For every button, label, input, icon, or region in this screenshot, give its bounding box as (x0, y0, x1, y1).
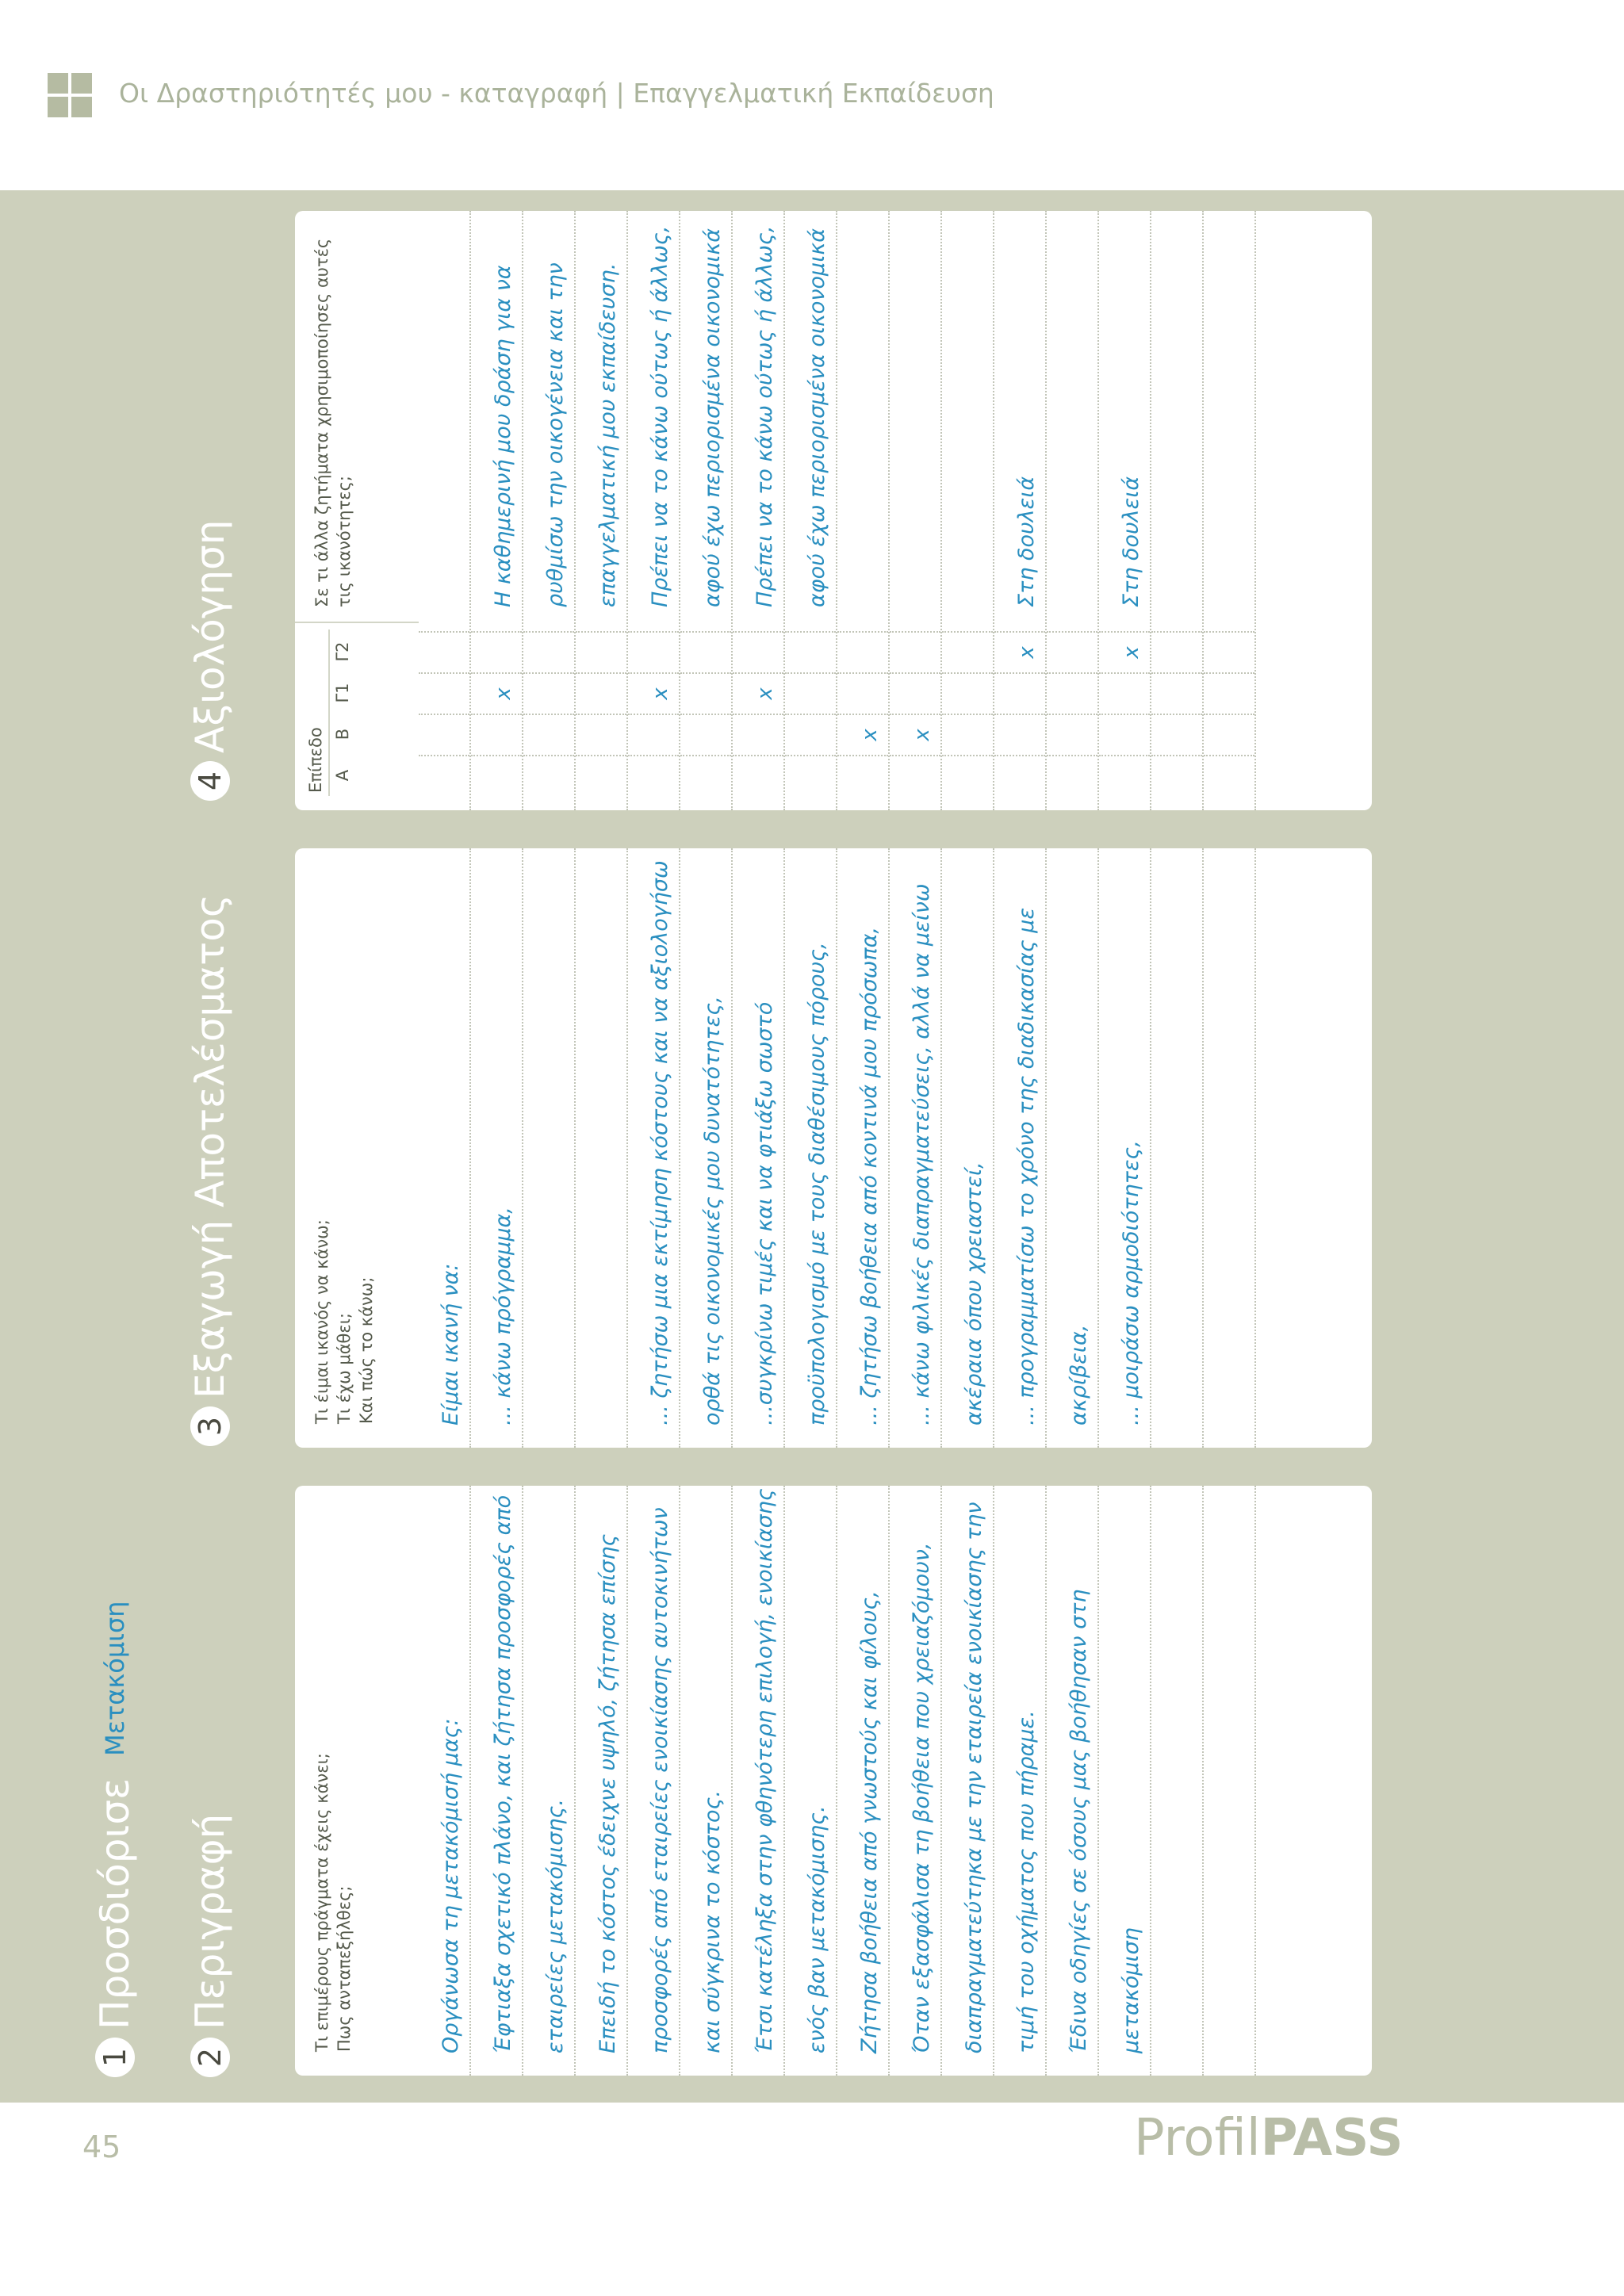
text-line: Όταν εξασφάλισα τη βοήθεια που χρειαζόμουν, (890, 1486, 942, 2076)
level-cell: x (994, 631, 1045, 672)
level-cell (1047, 631, 1097, 672)
level-cell (576, 672, 626, 714)
result-questions: Τι έιμαι ικανός να κάνω; Τι έχω μάθει; Και πώς το κάνω; (312, 1219, 376, 1424)
level-cell (942, 672, 993, 714)
evaluation-row (471, 211, 523, 810)
evaluation-text: Πρέπει να το κάνω ούτως ή άλλως, (648, 225, 672, 607)
evaluation-text: Η καθημερινή μου δράση για να (491, 265, 515, 607)
text-line: ... κάνω πρόγραμμα, (471, 848, 523, 1448)
level-cell (733, 755, 783, 796)
level-cell (785, 672, 836, 714)
level-cell (1204, 755, 1254, 796)
text-line: ενός βαν μετακόμισης. (785, 1486, 837, 2076)
text-line (1204, 848, 1256, 1448)
level-cell (942, 755, 993, 796)
section-2-label: Περιγραφή (187, 1813, 233, 2030)
level-col-g1: Γ1 (333, 683, 352, 703)
text-line: ακέραια όπου χρειαστεί, (942, 848, 994, 1448)
description-questions: Τι επιμέρους πράγματα έχεις κάνει; Πως ανταπεξήλθες; (312, 1753, 354, 2052)
section-1-number: 1 (95, 2038, 135, 2077)
text-line (576, 848, 628, 1448)
evaluation-text: αφού έχω περιορισμένα οικονομικά (805, 228, 829, 607)
text-line: ... ζητήσω μια εκτίμηση κόστους και να αξιολογήσω (628, 848, 680, 1448)
description-lines (419, 1486, 1256, 2076)
text-line: Ζήτησα βοήθεια από γνωστούς και φίλους, (837, 1486, 890, 2076)
level-cell (419, 755, 469, 796)
evaluation-row (837, 211, 890, 810)
level-cell (680, 755, 731, 796)
text-line: εταιρείες μετακόμισης. (523, 1486, 576, 2076)
level-cell: x (837, 714, 888, 755)
level-cell (523, 631, 574, 672)
result-lines (419, 848, 1256, 1448)
level-cell (1047, 755, 1097, 796)
level-cell (837, 631, 888, 672)
text-line: Οργάνωσα τη μετακόμισή μας: (419, 1486, 471, 2076)
level-cell (680, 672, 731, 714)
level-cell (1151, 631, 1202, 672)
level-col-g2: Γ2 (333, 641, 352, 662)
level-cell (942, 631, 993, 672)
level-cell: x (628, 672, 679, 714)
level-cell (733, 631, 783, 672)
section-2-title (187, 1814, 233, 2077)
level-cell (471, 714, 522, 755)
section-4-label: Αξιολόγηση (187, 519, 233, 753)
level-cell (890, 672, 940, 714)
level-cell (471, 631, 522, 672)
level-cell (1047, 714, 1097, 755)
section-1-label: Προσδιόρισε (92, 1777, 138, 2030)
level-cell (1204, 631, 1254, 672)
evaluation-row (890, 211, 942, 810)
level-cell (1204, 672, 1254, 714)
level-cell: x (471, 672, 522, 714)
evaluation-question: Σε τι άλλα ζητήματα χρησιμοποίησες αυτές τις ικανότητες; (312, 238, 354, 607)
level-cell (523, 714, 574, 755)
level-cell (419, 714, 469, 755)
level-cell (994, 672, 1045, 714)
level-col-a: Α (333, 769, 352, 782)
level-header-rule (328, 629, 330, 796)
level-cell (1204, 714, 1254, 755)
level-columns (333, 629, 352, 796)
text-line: ορθά τις οικονομικές μου δυνατότητες, (680, 848, 733, 1448)
level-label: Επίπεδο (306, 727, 325, 793)
level-cell (785, 755, 836, 796)
text-line: διαπραγματεύτηκα με την εταιρεία ενοικίασης την (942, 1486, 994, 2076)
evaluation-row (1204, 211, 1256, 810)
evaluation-row (1099, 211, 1151, 810)
level-cell (419, 631, 469, 672)
text-line: ... κάνω φιλικές διαπραγματεύσεις, αλλά να μείνω (890, 848, 942, 1448)
level-col-b: Β (333, 728, 352, 740)
level-cell: x (1099, 631, 1150, 672)
section-3-number: 3 (190, 1406, 230, 1446)
level-cell (1099, 672, 1150, 714)
level-cell (785, 631, 836, 672)
level-cell (733, 714, 783, 755)
level-cell: x (890, 714, 940, 755)
evaluation-row (1047, 211, 1099, 810)
level-cell (628, 631, 679, 672)
text-line (1204, 1486, 1256, 2076)
evaluation-rows (419, 211, 1256, 810)
level-cell (1151, 714, 1202, 755)
level-cell (1099, 755, 1150, 796)
level-cell (1151, 672, 1202, 714)
level-cell (890, 755, 940, 796)
level-cell (628, 755, 679, 796)
header-title: Οι Δραστηριότητές μου - καταγραφή | Επαγγελματική Εκπαίδευση (119, 78, 994, 109)
text-line: Έτσι κατέληξα στην φθηνότερη επιλογή, ενοικίασης (733, 1486, 785, 2076)
level-cell (1151, 755, 1202, 796)
text-line: Έφτιαξα σχετικό πλάνο, και ζήτησα προσφορές από (471, 1486, 523, 2076)
page-number: 45 (82, 2130, 121, 2164)
text-line: και σύγκρινα το κόστος. (680, 1486, 733, 2076)
level-cell (576, 755, 626, 796)
level-cell (471, 755, 522, 796)
level-cell (419, 672, 469, 714)
text-line: μετακόμιση (1099, 1486, 1151, 2076)
section-2-number: 2 (190, 2038, 230, 2077)
description-panel (295, 1486, 1372, 2076)
level-cell (837, 755, 888, 796)
level-cell (523, 672, 574, 714)
evaluation-row (994, 211, 1047, 810)
evaluation-text: Στη δουλειά (1119, 476, 1143, 607)
level-cell (576, 714, 626, 755)
text-line (1151, 848, 1204, 1448)
evaluation-row (576, 211, 628, 810)
evaluation-row (523, 211, 576, 810)
evaluation-text: ρυθμίσω την οικογένεια και την (543, 262, 568, 607)
level-cell (785, 714, 836, 755)
section-1-title (92, 1601, 138, 2077)
section-4-title (187, 520, 233, 801)
text-line: ...συγκρίνω τιμές και να φτιάξω σωστό (733, 848, 785, 1448)
evaluation-row (419, 211, 471, 810)
brand-logo: ProfilPASS (1134, 2109, 1404, 2168)
level-cell (628, 714, 679, 755)
level-cell: x (733, 672, 783, 714)
level-cell (890, 631, 940, 672)
page-header (0, 0, 1624, 190)
evaluation-row (733, 211, 785, 810)
section-3-label: Εξαγωγή Αποτελέσματος (187, 894, 233, 1399)
level-cell (837, 672, 888, 714)
level-cell (680, 714, 731, 755)
evaluation-row (628, 211, 680, 810)
level-cell (942, 714, 993, 755)
text-line: Επειδή το κόστος έδειχνε υψηλό, ζήτησα επίσης (576, 1486, 628, 2076)
section-1-subtitle: Μετακόμιση (100, 1601, 130, 1756)
level-cell (994, 714, 1045, 755)
level-cell (576, 631, 626, 672)
evaluation-text: αφού έχω περιορισμένα οικονομικά (700, 228, 725, 607)
text-line: προϋπολογισμό με τους διαθέσιμους πόρους, (785, 848, 837, 1448)
text-line (523, 848, 576, 1448)
evaluation-row (942, 211, 994, 810)
evaluation-text: Πρέπει να το κάνω ούτως ή άλλως, (753, 225, 777, 607)
level-cell (523, 755, 574, 796)
grid-logo-icon (48, 73, 92, 117)
text-line: ακρίβεια, (1047, 848, 1099, 1448)
result-panel (295, 848, 1372, 1448)
text-line (1151, 1486, 1204, 2076)
section-4-number: 4 (190, 761, 230, 801)
evaluation-panel (295, 211, 1372, 810)
text-line: τιμή του οχήματος που πήραμε. (994, 1486, 1047, 2076)
text-line: Είμαι ικανή να: (419, 848, 471, 1448)
header-divider (295, 622, 419, 623)
level-cell (994, 755, 1045, 796)
evaluation-row (680, 211, 733, 810)
evaluation-text: Στη δουλειά (1014, 476, 1039, 607)
section-3-title (187, 894, 233, 1446)
text-line: ... προγραμματίσω το χρόνο της διαδικασίας με (994, 848, 1047, 1448)
evaluation-text: επαγγελματική μου εκπαίδευση. (596, 262, 620, 607)
text-line: Έδινα οδηγίες σε όσους μας βοήθησαν στη (1047, 1486, 1099, 2076)
level-cell (1099, 714, 1150, 755)
evaluation-row (785, 211, 837, 810)
text-line: ... μοιράσω αρμοδιότητες, (1099, 848, 1151, 1448)
level-cell (1047, 672, 1097, 714)
level-cell (680, 631, 731, 672)
evaluation-row (1151, 211, 1204, 810)
text-line: ... ζητήσω βοήθεια από κοντινά μου πρόσωπα, (837, 848, 890, 1448)
text-line: προσφορές από εταιρείες ενοικίασης αυτοκινήτων (628, 1486, 680, 2076)
